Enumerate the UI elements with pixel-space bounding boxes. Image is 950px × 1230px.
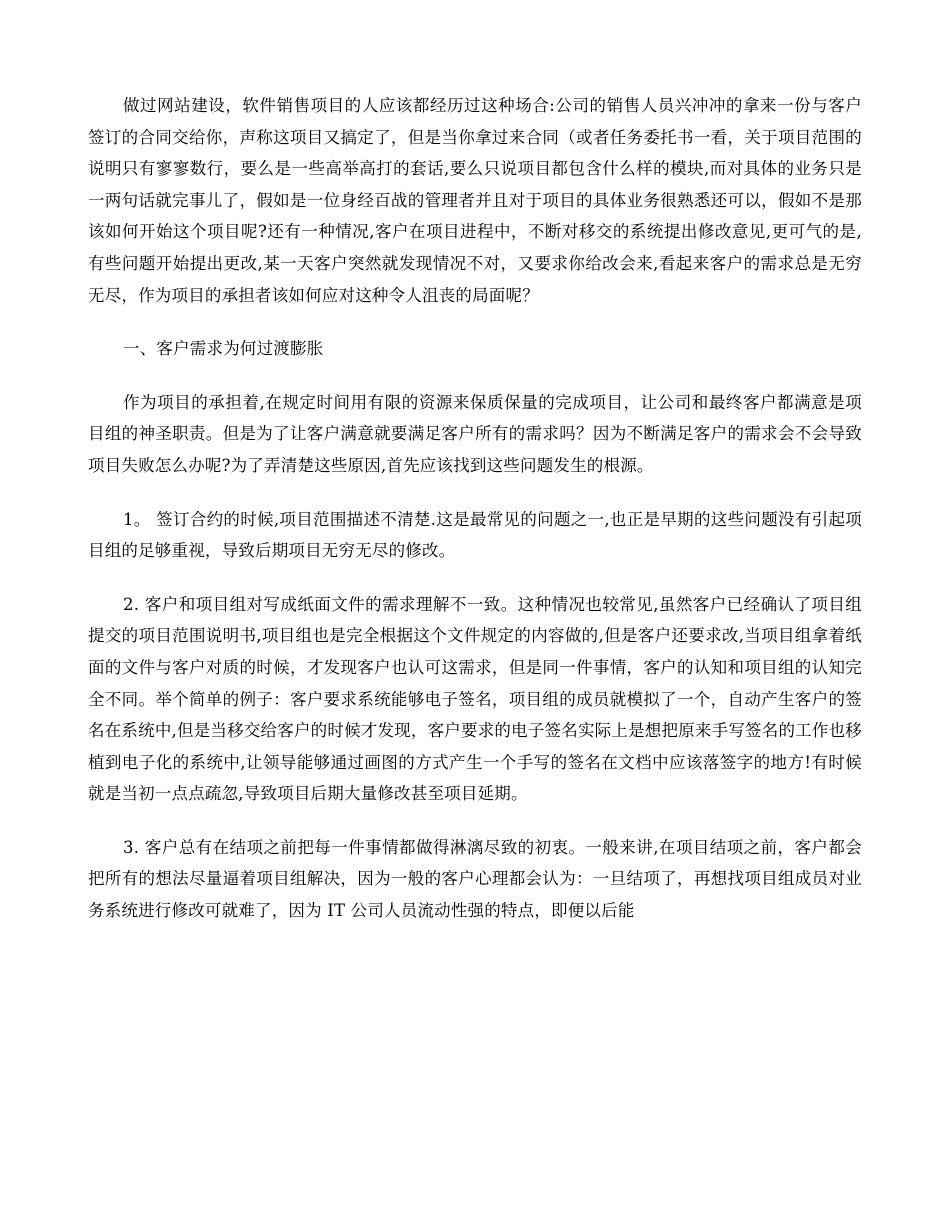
- point-2-paragraph: 2. 客户和项目组对写成纸面文件的需求理解不一致。这种情况也较常见,虽然客户已经确认了项目组提交的项目范围说明书,项目组也是完全根据这个文件规定的内容做的,但是客户还要求改,当项目组拿着纸面的文件与客户对质的时候，才发现客户也认可这需求，但是同一件事情，客户的认知和项目组的认知完全不同。举个简单的例子：客户要求系统能够电子签名，项目组的成员就模拟了一个，自动产生客户的签名在系统中,但是当移交给客户的时候才发现，客户要求的电子签名实际上是想把原来手写签名的工作也移植到电子化的系统中,让领导能够通过画图的方式产生一个手写的签名在文档中应该落签字的地方!有时候就是当初一点点疏忽,导致项目后期大量修改甚至项目延期。: [88, 594, 862, 804]
- section-heading: 一、客户需求为何过渡膨胀: [123, 339, 324, 359]
- paragraph-spacer: [88, 810, 862, 832]
- point-1-paragraph: 1。 签订合约的时候,项目范围描述不清楚.这是最常见的问题之一,也正是早期的这些问题没有引起项目组的足够重视，导致后期项目无穷无尽的修改。: [88, 509, 862, 561]
- document-body: [88, 90, 862, 927]
- paragraph-spacer: [88, 482, 862, 504]
- intro-paragraph: 做过网站建设，软件销售项目的人应该都经历过这种场合:公司的销售人员兴冲冲的拿来一份与客户签订的合同交给你，声称这项目又搞定了，但是当你拿过来合同（或者任务委托书一看，关于项目范围的说明只有寥寥数行，要么是一些高举高打的套话,要么只说项目都包含什么样的模块,而对具体的业务只是一两句话就完事儿了，假如是一位身经百战的管理者并且对于项目的具体业务很熟悉还可以，假如不是那该如何开始这个项目呢?还有一种情况,客户在项目进程中，不断对移交的系统提出修改意见,更可气的是,有些问题开始提出更改,某一天客户突然就发现情况不对，又要求你给改会来,看起来客户的需求总是无穷无尽，作为项目的承担者该如何应对这种令人沮丧的局面呢？: [88, 96, 862, 305]
- point-3-paragraph: 3. 客户总有在结项之前把每一件事情都做得淋漓尽致的初衷。一般来讲,在项目结项之前，客户都会把所有的想法尽量逼着项目组解决，因为一般的客户心理都会认为：一旦结项了，再想找项目组成员对业务系统进行修改可就难了，因为 IT 公司人员流动性强的特点，即便以后能: [88, 837, 862, 921]
- paragraph-spacer: [88, 567, 862, 589]
- paragraph-spacer: [88, 311, 862, 333]
- paragraph-spacer: [88, 365, 862, 387]
- section-paragraph: 作为项目的承担着,在规定时间用有限的资源来保质保量的完成项目，让公司和最终客户都满意是项目组的神圣职责。但是为了让客户满意就要满足客户所有的需求吗？因为不断满足客户的需求会不会导致项目失败怎么办呢?为了弄清楚这些原因,首先应该找到这些问题发生的根源。: [88, 392, 862, 475]
